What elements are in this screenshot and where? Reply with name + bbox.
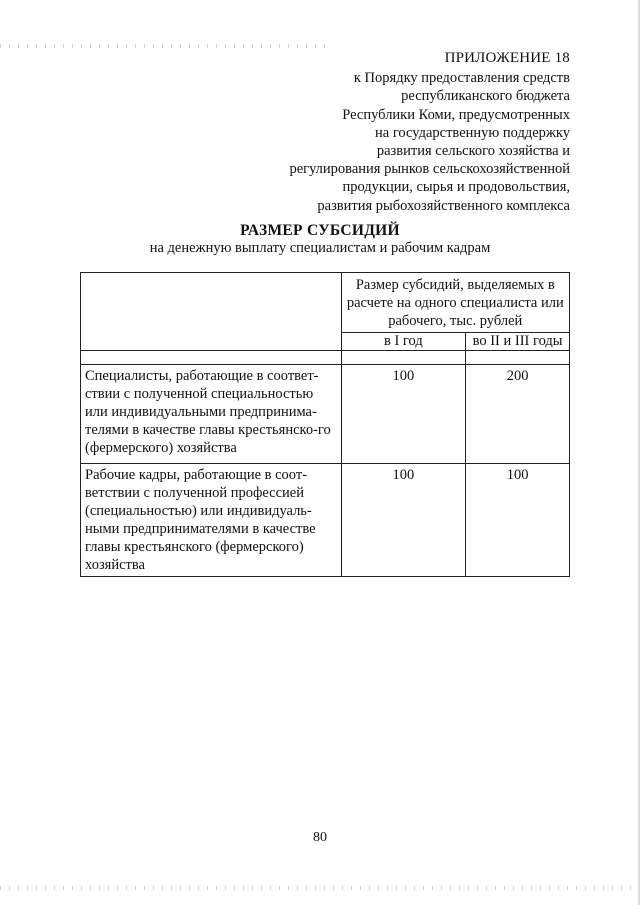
header-empty-cell [81, 273, 342, 351]
document-subtitle: на денежную выплату специалистам и рабочим кадрам [149, 240, 491, 256]
document-title: РАЗМЕР СУБСИДИЙ [240, 222, 400, 239]
appendix-line: на государственную поддержку [375, 124, 570, 141]
value-year1: 100 [341, 365, 466, 464]
row-label-workers: Рабочие кадры, работающие в соот-ветствии с полученной профессией (специальностью) или индивидуаль-ными предпринимателями в качестве главы крестьянского (фермерского) хозяйства [81, 464, 342, 577]
value-year23: 200 [466, 365, 570, 464]
table-spacer-row [81, 351, 570, 365]
table-row [81, 464, 570, 577]
appendix-heading: ПРИЛОЖЕНИЕ 18 [444, 50, 570, 66]
appendix-line: регулирования рынков сельскохозяйственной [289, 161, 570, 178]
appendix-line: развития рыбохозяйственного комплекса [317, 197, 570, 214]
header-year1: в I год [341, 333, 466, 351]
appendix-line: развития сельского хозяйства и [376, 143, 570, 160]
subsidy-table [80, 272, 570, 577]
spacer-cell [341, 351, 466, 365]
scan-noise-bottom [0, 886, 640, 890]
appendix-line: к Порядку предоставления средств [353, 70, 570, 87]
appendix-line: Республики Коми, предусмотренных [342, 106, 570, 123]
spacer-cell [466, 351, 570, 365]
page-number: 80 [313, 830, 327, 845]
value-year23: 100 [466, 464, 570, 577]
appendix-block [230, 49, 570, 215]
header-subsidy-size: Размер субсидий, выделяемых в расчете на одного специалиста или рабочего, тыс. рублей [341, 273, 569, 333]
table-row [81, 365, 570, 464]
header-year23: во II и III годы [466, 333, 570, 351]
value-year1: 100 [341, 464, 466, 577]
spacer-cell [81, 351, 342, 365]
row-label-specialists: Специалисты, работающие в соответ-ствии с полученной специальностью или индивидуальными предпринима-телями в качестве главы крестьянско-го (фермерского) хозяйства [81, 365, 342, 464]
table-header-row [81, 273, 570, 333]
appendix-line: продукции, сырья и продовольствия, [342, 179, 570, 196]
appendix-line: республиканского бюджета [401, 88, 570, 105]
scan-noise-top [0, 44, 330, 48]
